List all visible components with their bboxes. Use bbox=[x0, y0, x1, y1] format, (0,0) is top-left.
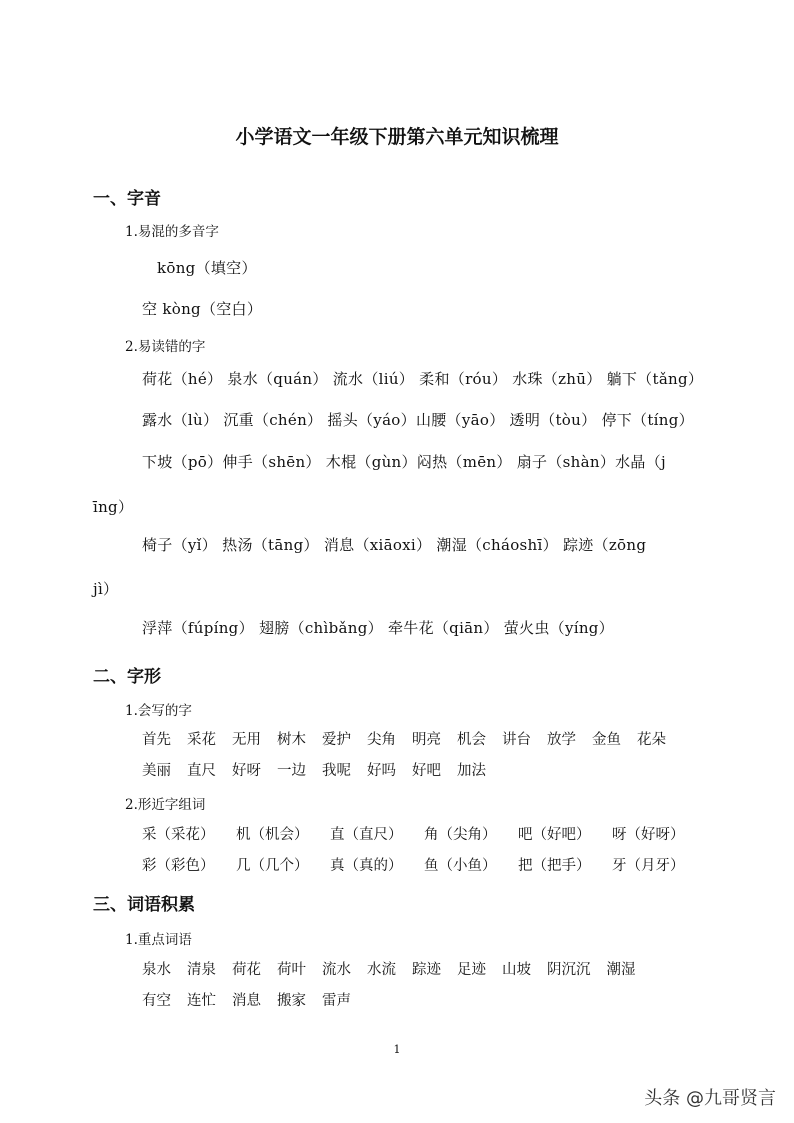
word: 阴沉沉 bbox=[547, 962, 591, 978]
word: 雷声 bbox=[322, 993, 351, 1009]
word: 首先 bbox=[142, 732, 171, 748]
word: 消息 bbox=[232, 993, 261, 1009]
section-heading-pronunciation: 一、字音 bbox=[93, 189, 161, 209]
word: 好吧 bbox=[412, 763, 441, 779]
word: 潮湿 bbox=[606, 962, 636, 978]
word: 采花 bbox=[187, 732, 216, 748]
char-pair: 角（尖角） bbox=[424, 827, 497, 843]
word: 树木 bbox=[277, 732, 306, 748]
char-pair: 呀（好呀） bbox=[612, 827, 685, 843]
word: 泉水 bbox=[142, 962, 171, 978]
word: 有空 bbox=[142, 993, 171, 1009]
char-pair: 机（机会） bbox=[236, 827, 309, 843]
word: 连忙 bbox=[187, 993, 216, 1009]
word: 好呀 bbox=[232, 763, 261, 779]
word: 机会 bbox=[457, 732, 486, 748]
word: 明亮 bbox=[412, 732, 441, 748]
word: 好吗 bbox=[367, 763, 396, 779]
similar-char-row bbox=[142, 854, 706, 875]
char-pair: 采（采花） bbox=[142, 827, 215, 843]
misread-line: 下坡（pō）伸手（shēn） 木棍（gùn）闷热（mēn） 扇子（shàn）水晶（j bbox=[142, 453, 666, 471]
word: 清泉 bbox=[187, 962, 216, 978]
misread-line: 浮萍（fúpíng） 翅膀（chìbǎng） 牵牛花（qiān） 萤火虫（yíng） bbox=[142, 619, 614, 637]
page-title: 小学语文一年级下册第六单元知识梳理 bbox=[235, 126, 559, 148]
page-number: 1 bbox=[393, 1043, 401, 1056]
subsection-heading-polyphones: 1.易混的多音字 bbox=[125, 224, 219, 240]
word: 爱护 bbox=[322, 732, 351, 748]
similar-char-row bbox=[142, 823, 706, 844]
polyphone-line: kōng（填空） bbox=[157, 259, 257, 277]
char-pair: 直（直尺） bbox=[330, 827, 403, 843]
word-row bbox=[142, 728, 666, 749]
word: 荷花 bbox=[232, 962, 261, 978]
word: 流水 bbox=[322, 962, 351, 978]
word: 直尺 bbox=[187, 763, 216, 779]
misread-line: īng） bbox=[93, 498, 134, 516]
word: 无用 bbox=[232, 732, 261, 748]
word: 放学 bbox=[547, 732, 576, 748]
word: 金鱼 bbox=[592, 732, 621, 748]
word-row bbox=[142, 989, 351, 1010]
word: 讲台 bbox=[502, 732, 531, 748]
misread-line: 荷花（hé） 泉水（quán） 流水（liú） 柔和（róu） 水珠（zhū） 躺下（tǎng） bbox=[142, 370, 704, 388]
char-pair: 彩（彩色） bbox=[142, 858, 215, 874]
subsection-heading-key-words: 1.重点词语 bbox=[125, 932, 192, 948]
word: 水流 bbox=[367, 962, 396, 978]
word: 尖角 bbox=[367, 732, 396, 748]
char-pair: 鱼（小鱼） bbox=[424, 858, 497, 874]
word-row bbox=[142, 958, 636, 979]
subsection-heading-similar-chars: 2.形近字组词 bbox=[125, 797, 206, 813]
misread-line: jì） bbox=[93, 580, 119, 598]
word: 美丽 bbox=[142, 763, 171, 779]
char-pair: 吧（好吧） bbox=[518, 827, 591, 843]
section-heading-vocabulary: 三、词语积累 bbox=[93, 895, 195, 915]
char-pair: 真（真的） bbox=[330, 858, 403, 874]
word: 山坡 bbox=[502, 962, 531, 978]
misread-line: 露水（lù） 沉重（chén） 摇头（yáo）山腰（yāo） 透明（tòu） 停下（tíng） bbox=[142, 411, 694, 429]
word: 我呢 bbox=[322, 763, 351, 779]
word-row bbox=[142, 759, 486, 780]
watermark: 头条 @九哥贤言 bbox=[644, 1088, 776, 1109]
word: 一边 bbox=[277, 763, 306, 779]
word: 搬家 bbox=[277, 993, 306, 1009]
char-pair: 把（把手） bbox=[518, 858, 591, 874]
misread-line: 椅子（yǐ） 热汤（tāng） 消息（xiāoxi） 潮湿（cháoshī） 踪迹（zōng bbox=[142, 536, 647, 554]
subsection-heading-misread: 2.易读错的字 bbox=[125, 339, 206, 355]
word: 加法 bbox=[457, 763, 486, 779]
section-heading-glyphs: 二、字形 bbox=[93, 667, 161, 687]
word: 踪迹 bbox=[412, 962, 441, 978]
word: 足迹 bbox=[457, 962, 486, 978]
polyphone-line: 空 kòng（空白） bbox=[142, 300, 263, 318]
word: 花朵 bbox=[637, 732, 666, 748]
word: 荷叶 bbox=[277, 962, 306, 978]
char-pair: 几（几个） bbox=[236, 858, 309, 874]
subsection-heading-writable: 1.会写的字 bbox=[125, 703, 192, 719]
char-pair: 牙（月牙） bbox=[612, 858, 685, 874]
